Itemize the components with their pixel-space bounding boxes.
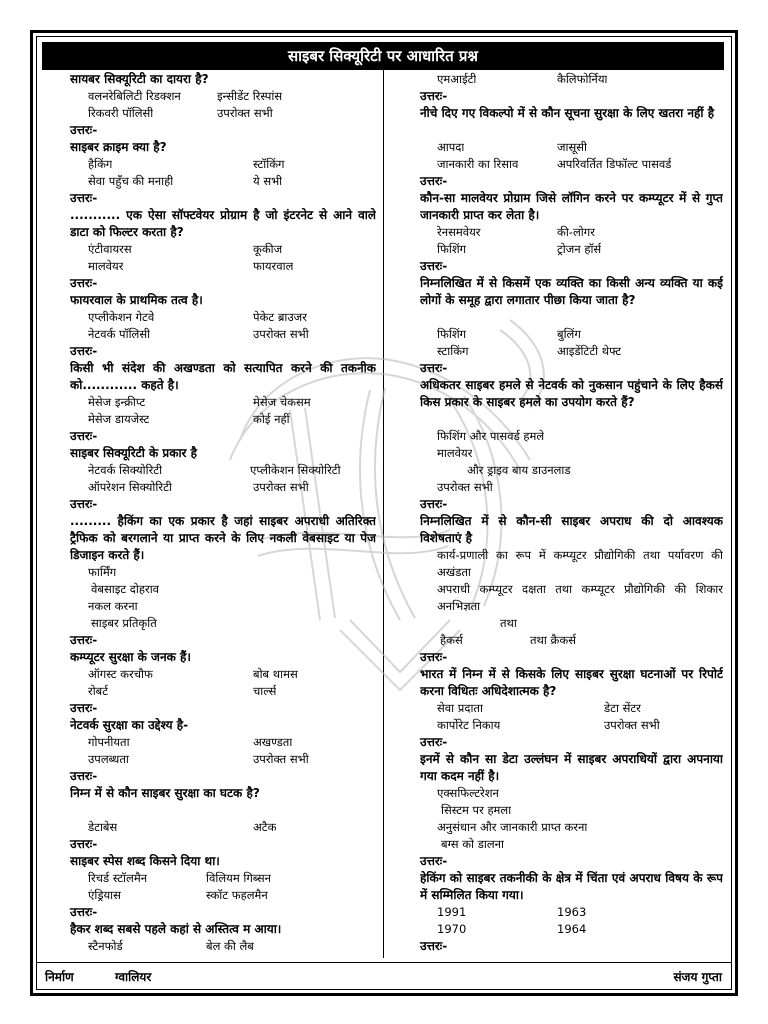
question-text: सायबर सिक्यूरिटी का दायरा है? [70, 72, 209, 86]
option: ये सभी [253, 174, 283, 188]
option: पेकेट ब्राउजर [253, 310, 307, 324]
answer-label: उत्तरः- [420, 939, 448, 953]
option-row [420, 479, 723, 496]
option: 1964 [557, 922, 587, 936]
option-row [70, 173, 376, 190]
answer-label: उत्तरः- [70, 769, 98, 783]
option: डेटा सेंटर [604, 701, 641, 715]
option: उपरोक्त सभी [217, 106, 273, 120]
option-row [420, 785, 723, 802]
option-row [70, 938, 376, 955]
option-row [70, 241, 376, 258]
question-text: फायरवाल के प्राथमिक तत्व है। [70, 293, 203, 307]
question-text: किसी भी संदेश की अखण्डता को सत्यापित करने की तकनीक को............ कहते है। [70, 361, 376, 392]
option: उपरोक्त सभी [437, 480, 493, 494]
option: जानकारी का रिसाव [437, 157, 519, 171]
option: फार्मिंग [88, 565, 117, 579]
option: मेसेज इन्क्रीप्ट [88, 395, 146, 409]
option-row [70, 564, 376, 581]
answer-label: उत्तरः- [420, 735, 448, 749]
option-row [70, 462, 376, 479]
question-block-16 [420, 377, 723, 513]
option: मालवेयर [88, 259, 124, 273]
option: 1970 [437, 922, 467, 936]
option-row [420, 462, 723, 479]
option-row [70, 683, 376, 700]
footer-made-label: निर्माण [45, 970, 74, 984]
answer-label: उत्तरः- [70, 905, 98, 919]
question-text: साइबर स्पेस शब्द किसने दिया था। [70, 854, 220, 868]
option: इन्सीडेंट रिस्पांस [217, 89, 283, 103]
option-row [70, 598, 376, 615]
option: बुलिंग [557, 327, 581, 341]
option: चार्ल्स [253, 684, 277, 698]
question-text: निम्नलिखित में से कौन-सी साइबर अपराध की दो आवश्यक विशेषताएं है [420, 514, 723, 545]
option-row [420, 921, 723, 938]
option: ट्रोजन हॉर्स [557, 242, 602, 256]
page-title: साइबर सिक्यूरिटी पर आधारित प्रश्न [42, 42, 724, 70]
option: सिस्टम पर हमला [441, 803, 512, 817]
question-text: भारत में निम्न में से किसके लिए साइबर सुरक्षा घटनाओं पर रिपोर्ट करना विधितः अधिदेशात्मक है? [420, 667, 723, 698]
option: ऑगस्ट करचौफ [88, 667, 153, 681]
option: सेवा पहुँच की मनाही [88, 174, 174, 188]
answer-label: उत्तरः- [70, 701, 98, 715]
option: उपरोक्त सभी [604, 718, 660, 732]
option: वेबसाइट दोहराव [91, 582, 160, 596]
question-text: इनमें से कौन सा डेटा उल्लंघन में साइबर अपराधियों द्वारा अपनाया गया कदम नहीं है। [420, 752, 723, 783]
option: एप्लीकेशन गेटवे [88, 310, 155, 324]
question-block-7 [70, 513, 376, 649]
answer-label: उत्तरः- [70, 837, 98, 851]
footer-city: ग्वालियर [115, 970, 152, 984]
option-row [420, 836, 723, 853]
question-block-13 [420, 105, 723, 190]
question-block-15 [420, 275, 723, 377]
option: एप्लीकेशन सिक्योरिटी [250, 463, 341, 477]
option-row [420, 904, 723, 921]
answer-label: उत्तरः- [70, 344, 98, 358]
question-block-18 [420, 666, 723, 751]
option: मेसेज डायजेस्ट [88, 412, 150, 426]
option: बग्स को डालना [441, 837, 504, 851]
option: फिशिंग [437, 242, 467, 256]
option-row [420, 156, 723, 173]
option-row [420, 326, 723, 343]
option: बोब थामस [253, 667, 298, 681]
option: स्टाकिंग [437, 344, 469, 358]
option-row [420, 700, 723, 717]
question-block-4 [70, 292, 376, 360]
left-column [70, 71, 376, 955]
option: अनुसंधान और जानकारी प्राप्त करना [437, 820, 588, 834]
answer-label: उत्तरः- [70, 497, 98, 511]
question-text: साइबर सिक्यूरिटी के प्रकार है [70, 446, 198, 460]
option: रोबर्ट [88, 684, 109, 698]
question-block-3 [70, 207, 376, 292]
option: मालवेयर [437, 446, 473, 460]
option: कार्य-प्रणाली का रूप में कम्प्यूटर प्रौद्योगिकी तथा पर्यावरण की अखंडता [437, 548, 723, 579]
footer-divider [36, 962, 732, 963]
question-block-10 [70, 785, 376, 853]
option: सेवा प्रदाता [437, 701, 483, 715]
question-block-2 [70, 139, 376, 207]
option-row [420, 241, 723, 258]
option-row [420, 717, 723, 734]
question-text: हैकर शब्द सबसे पहले कहां से अस्तित्व म आया। [70, 922, 282, 936]
option: तथा क्रैकर्स [530, 633, 576, 647]
option-row [420, 224, 723, 241]
option: कूकीज [253, 242, 283, 256]
option-row [70, 666, 376, 683]
option: 1991 [437, 905, 467, 919]
option: विलियम गिब्सन [206, 871, 271, 885]
option-row [70, 751, 376, 768]
option: साइबर प्रतिकृति [91, 616, 157, 630]
option-row [70, 105, 376, 122]
option: गोपनीयता [88, 735, 130, 749]
option: हैकिंग [88, 157, 113, 171]
option: कार्पोरेट निकाय [437, 718, 501, 732]
option: की-लोगर [557, 225, 595, 239]
option-row [420, 615, 723, 632]
option: हैकर्स [440, 633, 463, 647]
option: एमआईटी [437, 72, 477, 86]
question-block-11 [70, 853, 376, 921]
option-row [420, 428, 723, 445]
option: एंड्रियास [88, 888, 121, 902]
answer-label: उत्तरः- [70, 276, 98, 290]
question-block-12-continued [420, 71, 723, 105]
option-row [420, 445, 723, 462]
option-row [420, 139, 723, 156]
option: फायरवाल [253, 259, 294, 273]
option: उपरोक्त सभी [253, 327, 309, 341]
column-divider [383, 70, 384, 958]
question-block-9 [70, 717, 376, 785]
option-row [420, 819, 723, 836]
answer-label: उत्तरः- [70, 123, 98, 137]
option: आइडेंटिटी थेफ्ट [557, 344, 622, 358]
option: अटैक [253, 820, 277, 834]
option-row [70, 258, 376, 275]
answer-label: उत्तरः- [70, 429, 98, 443]
option: स्टॉकिंग [253, 157, 285, 171]
option-row [70, 870, 376, 887]
answer-label: उत्तरः- [420, 89, 448, 103]
question-text: ........... एक ऐसा सॉफ्टवेयर प्रोग्राम है जो इंटरनेट से आने वाले डाटा को फिल्टर करता है? [70, 208, 376, 239]
option: डेटाबेस [88, 820, 118, 834]
question-text: ......... हैकिंग का एक प्रकार है जहां साइबर अपराधी अतिरिक्त ट्रैफिक को बरगलाने या प्राप्त करने के लिए नकली वेबसाइट या पेज डिजाइन करते हैं। [70, 514, 376, 562]
question-text: अधिकतर साइबर हमले से नेटवर्क को नुकसान पहुंचाने के लिए हैकर्स किस प्रकार के साइबर हमले का उपयोग करते हैं? [420, 378, 723, 409]
option: अखण्डता [253, 735, 293, 749]
blank-line [70, 802, 376, 819]
option: रिचर्ड स्टॉलमैन [88, 871, 148, 885]
option: कोई नहीं [253, 412, 290, 426]
option: वलनरेबिलिटी रिडक्शन [88, 89, 181, 103]
question-block-19 [420, 751, 723, 870]
option: ऑपरेशन सिक्योरिटी [88, 480, 172, 494]
option-row [70, 615, 376, 632]
answer-label: उत्तरः- [420, 650, 448, 664]
option-row [420, 632, 723, 649]
option-row [70, 887, 376, 904]
question-block-20 [420, 870, 723, 955]
option: उपरोक्त सभी [253, 752, 309, 766]
question-text: नीचे दिए गए विकल्पो में से कौन सूचना सुरक्षा के लिए खतरा नहीं है [420, 106, 715, 120]
option: स्कॉट फहलमैन [206, 888, 268, 902]
question-block-8 [70, 649, 376, 717]
option: उपलब्धता [88, 752, 129, 766]
option: एंटीवायरस [88, 242, 132, 256]
option: एक्सफिल्टरेशन [437, 786, 499, 800]
option: 1963 [557, 905, 587, 919]
option-row [70, 326, 376, 343]
option: स्टैनफोर्ड [88, 939, 123, 953]
option-row [70, 156, 376, 173]
question-block-1 [70, 71, 376, 139]
option-row [420, 802, 723, 819]
option: नेटवर्क पॉलिसी [88, 327, 151, 341]
right-column [420, 71, 723, 955]
question-text: नेटवर्क सुरक्षा का उद्देश्य है- [70, 718, 189, 732]
option: फिशिंग [437, 327, 467, 341]
question-block-17 [420, 513, 723, 666]
option-row [70, 309, 376, 326]
option-row [420, 343, 723, 360]
option-row [70, 734, 376, 751]
question-block-6 [70, 445, 376, 513]
answer-label: उत्तरः- [420, 259, 448, 273]
answer-label: उत्तरः- [70, 633, 98, 647]
option: नेटवर्क सिक्योरिटी [88, 463, 163, 477]
option-row [70, 88, 376, 105]
option-row [70, 394, 376, 411]
option-row [70, 411, 376, 428]
question-text: साइबर क्राइम क्या है? [70, 140, 167, 154]
option-row [70, 479, 376, 496]
option: जासूसी [557, 140, 588, 154]
option-row [70, 581, 376, 598]
question-block-14 [420, 190, 723, 275]
option: रिकवरी पॉलिसी [88, 106, 154, 120]
answer-label: उत्तरः- [70, 191, 98, 205]
option: अपराधी कम्प्यूटर दक्षता तथा कम्प्यूटर प्रौद्योगिकी की शिकार अनभिज्ञता [437, 582, 723, 613]
option: अपरिवर्तित डिफॉल्ट पासवर्ड [557, 157, 672, 171]
question-text: कम्प्यूटर सुरक्षा के जनक हैं। [70, 650, 191, 664]
question-text: कौन-सा मालवेयर प्रोग्राम जिसे लॉगिन करने पर कम्प्यूटर में से गुप्त जानकारी प्राप्त कर लेता है। [420, 191, 723, 222]
option: बेल की लैब [206, 939, 254, 953]
option: मेसेज चेकसम [253, 395, 311, 409]
option: कैलिफोर्निया [557, 72, 608, 86]
answer-label: उत्तरः- [420, 174, 448, 188]
question-block-5 [70, 360, 376, 445]
question-text: हेकिंग को साइबर तकनीकी के क्षेत्र में चिंता एवं अपराध विषय के रूप में सम्मिलित किया गया। [420, 871, 723, 902]
option: तथा [500, 616, 517, 630]
answer-label: उत्तरः- [420, 497, 448, 511]
answer-label: उत्तरः- [420, 361, 448, 375]
option-row [420, 71, 723, 88]
answer-label: उत्तरः- [420, 854, 448, 868]
question-text: निम्न में से कौन साइबर सुरक्षा का घटक है? [70, 786, 260, 800]
footer-author: संजय गुप्ता [673, 970, 722, 984]
option: नकल करना [88, 599, 138, 613]
question-block-12 [70, 921, 376, 955]
option: उपरोक्त सभी [253, 480, 309, 494]
question-text: निम्नलिखित में से किसमें एक व्यक्ति का किसी अन्य व्यक्ति या कई लोगों के समूह द्वारा लगातार पीछा किया जाता है? [420, 276, 723, 307]
option: रेनसमवेयर [437, 225, 481, 239]
option: और ड्राइव बाय डाउनलाड [467, 463, 571, 477]
option: फिशिंग और पासवर्ड हमले [437, 429, 545, 443]
option: आपदा [437, 140, 465, 154]
option-row [70, 819, 376, 836]
